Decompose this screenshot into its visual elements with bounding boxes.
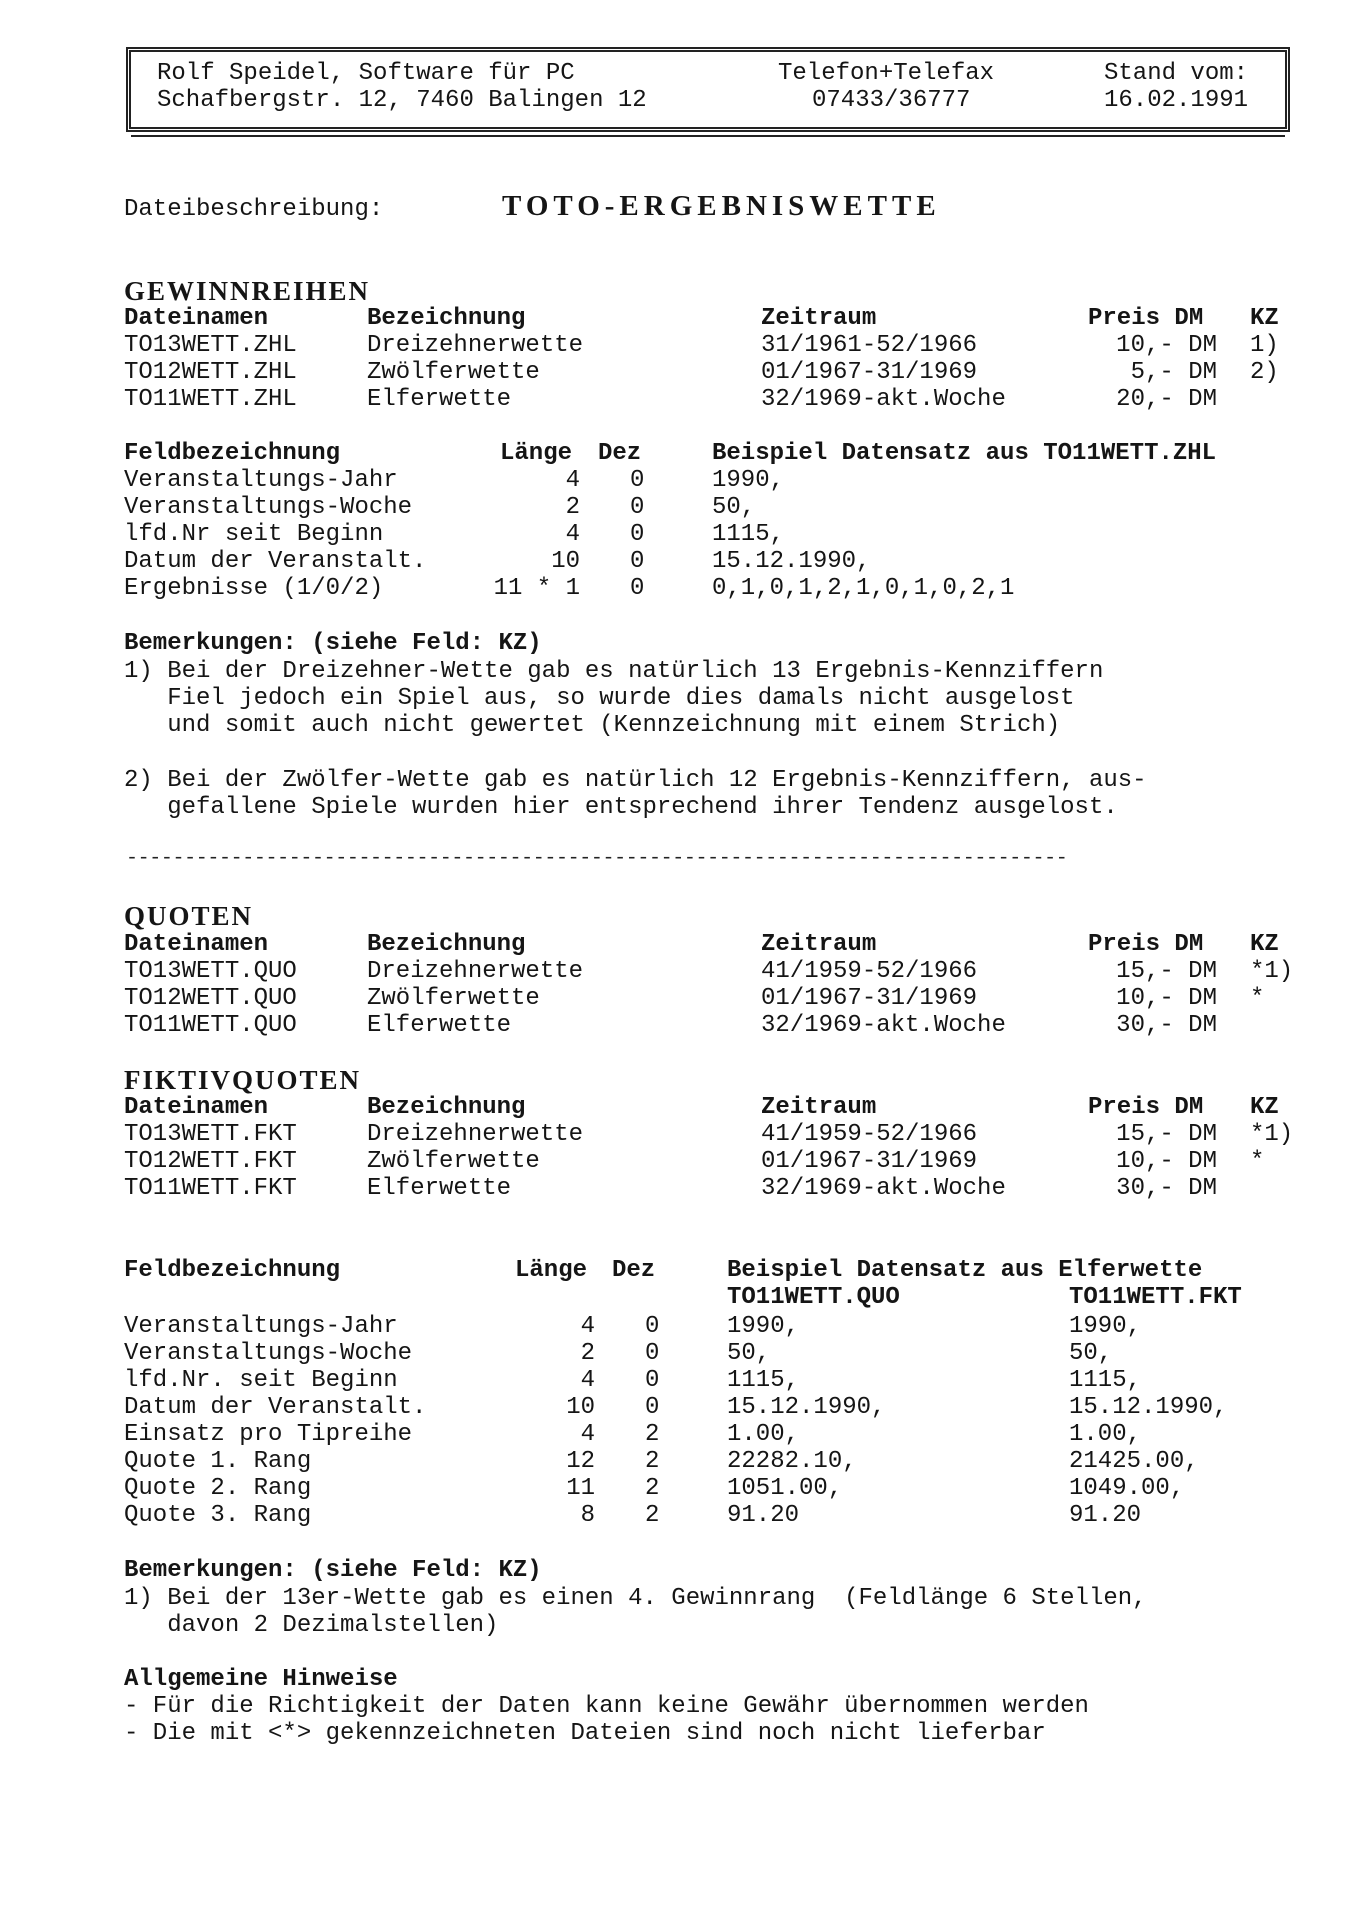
table-cell: Veranstaltungs-Jahr: [124, 467, 398, 494]
section-title-fiktivquoten: FIKTIVQUOTEN: [124, 1065, 362, 1095]
table-cell: 01/1967-31/1969: [761, 1148, 978, 1175]
col-subheader: TO11WETT.FKT: [1069, 1284, 1242, 1311]
table-cell: 2: [580, 1340, 595, 1367]
col-header: Bezeichnung: [367, 931, 526, 958]
table-cell: 50,: [1069, 1340, 1113, 1367]
table-cell: 15.12.1990,: [1069, 1394, 1228, 1421]
table-cell: 41/1959-52/1966: [761, 958, 978, 985]
table-cell: 5,- DM: [1130, 359, 1217, 386]
col-header: Dez: [598, 440, 642, 467]
table-cell: 2): [1250, 359, 1279, 386]
col-header: Dateinamen: [124, 305, 269, 332]
table-cell: lfd.Nr seit Beginn: [124, 521, 384, 548]
table-cell: 1051.00,: [727, 1475, 843, 1502]
table-cell: 15,- DM: [1116, 1121, 1217, 1148]
col-header: Beispiel Datensatz aus Elferwette: [727, 1257, 1203, 1284]
remarks-title: Bemerkungen: (siehe Feld: KZ): [124, 630, 542, 657]
table-cell: 1115,: [712, 521, 785, 548]
table-cell: TO12WETT.QUO: [124, 985, 297, 1012]
company-name: Rolf Speidel, Software für PC: [157, 60, 575, 87]
date-label: Stand vom:: [1104, 60, 1249, 87]
col-header: Preis DM: [1088, 931, 1204, 958]
table-cell: 8: [580, 1502, 595, 1529]
table-cell: 31/1961-52/1966: [761, 332, 978, 359]
table-cell: Veranstaltungs-Woche: [124, 1340, 413, 1367]
col-header: Beispiel Datensatz aus TO11WETT.ZHL: [712, 440, 1217, 467]
date-value: 16.02.1991: [1104, 87, 1249, 114]
col-header: KZ: [1250, 305, 1279, 332]
table-cell: TO13WETT.FKT: [124, 1121, 297, 1148]
table-cell: 1115,: [1069, 1367, 1142, 1394]
table-cell: 22282.10,: [727, 1448, 857, 1475]
table-cell: 20,- DM: [1116, 386, 1217, 413]
col-header: Feldbezeichnung: [124, 440, 341, 467]
table-cell: Dreizehnerwette: [367, 958, 584, 985]
col-header: KZ: [1250, 931, 1279, 958]
table-cell: 01/1967-31/1969: [761, 359, 978, 386]
table-cell: 15.12.1990,: [727, 1394, 886, 1421]
phone-number: 07433/36777: [812, 87, 971, 114]
table-cell: 4: [580, 1313, 595, 1340]
table-cell: 41/1959-52/1966: [761, 1121, 978, 1148]
table-cell: TO13WETT.QUO: [124, 958, 297, 985]
table-cell: 15,- DM: [1116, 958, 1217, 985]
table-cell: 4: [565, 521, 580, 548]
table-cell: 10: [551, 548, 580, 575]
remark-line: 1) Bei der Dreizehner-Wette gab es natürlich 13 Ergebnis-Kennziffern: [124, 658, 1104, 685]
col-header: Zeitraum: [761, 1094, 877, 1121]
table-cell: TO11WETT.QUO: [124, 1012, 297, 1039]
table-cell: 1990,: [727, 1313, 800, 1340]
col-header: Länge: [500, 440, 573, 467]
col-header: Bezeichnung: [367, 305, 526, 332]
table-cell: 91.20: [727, 1502, 800, 1529]
table-cell: Zwölferwette: [367, 1148, 540, 1175]
table-cell: 10,- DM: [1116, 332, 1217, 359]
table-cell: 30,- DM: [1116, 1175, 1217, 1202]
col-header: Dateinamen: [124, 931, 269, 958]
col-header: Dez: [612, 1257, 656, 1284]
table-cell: 2: [645, 1502, 660, 1529]
table-cell: 1049.00,: [1069, 1475, 1185, 1502]
col-header: Preis DM: [1088, 305, 1204, 332]
table-cell: 1115,: [727, 1367, 800, 1394]
table-cell: 0: [630, 521, 645, 548]
table-cell: 12: [566, 1448, 595, 1475]
table-cell: Datum der Veranstalt.: [124, 1394, 427, 1421]
col-header: Länge: [515, 1257, 588, 1284]
table-cell: 01/1967-31/1969: [761, 985, 978, 1012]
table-cell: 0: [630, 548, 645, 575]
table-cell: 21425.00,: [1069, 1448, 1199, 1475]
table-cell: 11 * 1: [493, 575, 580, 602]
table-cell: Dreizehnerwette: [367, 1121, 584, 1148]
section-title-gewinnreihen: GEWINNREIHEN: [124, 276, 371, 306]
table-cell: Quote 3. Rang: [124, 1502, 312, 1529]
table-cell: *1): [1250, 1121, 1294, 1148]
table-cell: 0: [645, 1340, 660, 1367]
table-cell: 4: [580, 1367, 595, 1394]
doc-label: Dateibeschreibung:: [124, 196, 384, 223]
table-cell: 0: [645, 1367, 660, 1394]
table-cell: TO12WETT.ZHL: [124, 359, 297, 386]
table-cell: 1.00,: [1069, 1421, 1142, 1448]
col-header: Dateinamen: [124, 1094, 269, 1121]
table-cell: 10,- DM: [1116, 1148, 1217, 1175]
company-address: Schafbergstr. 12, 7460 Balingen 12: [157, 87, 647, 114]
general-note-line: - Für die Richtigkeit der Daten kann keine Gewähr übernommen werden: [124, 1693, 1089, 1720]
table-cell: 10: [566, 1394, 595, 1421]
table-cell: 0: [630, 494, 645, 521]
table-cell: Zwölferwette: [367, 985, 540, 1012]
table-cell: 0: [630, 575, 645, 602]
table-cell: 30,- DM: [1116, 1012, 1217, 1039]
table-cell: 0: [645, 1394, 660, 1421]
table-cell: TO11WETT.ZHL: [124, 386, 297, 413]
table-cell: 2: [645, 1421, 660, 1448]
table-cell: Elferwette: [367, 386, 512, 413]
table-cell: 0,1,0,1,2,1,0,1,0,2,1: [712, 575, 1015, 602]
table-cell: 2: [645, 1475, 660, 1502]
col-header: Feldbezeichnung: [124, 1257, 341, 1284]
table-cell: 91.20: [1069, 1502, 1142, 1529]
table-cell: Dreizehnerwette: [367, 332, 584, 359]
remark-line: und somit auch nicht gewertet (Kennzeichnung mit einem Strich): [124, 712, 1061, 739]
remarks-title: Bemerkungen: (siehe Feld: KZ): [124, 1557, 542, 1584]
table-cell: Einsatz pro Tipreihe: [124, 1421, 413, 1448]
remark-line: davon 2 Dezimalstellen): [124, 1612, 499, 1639]
section-title-quoten: QUOTEN: [124, 901, 254, 931]
remark-line: gefallene Spiele wurden hier entsprechend ihrer Tendenz ausgelost.: [124, 794, 1118, 821]
table-cell: TO13WETT.ZHL: [124, 332, 297, 359]
remark-line: Fiel jedoch ein Spiel aus, so wurde dies damals nicht ausgelost: [124, 685, 1075, 712]
table-cell: 2: [565, 494, 580, 521]
table-cell: 1990,: [1069, 1313, 1142, 1340]
table-cell: Veranstaltungs-Jahr: [124, 1313, 398, 1340]
table-cell: *: [1250, 1148, 1265, 1175]
general-notes-title: Allgemeine Hinweise: [124, 1666, 398, 1693]
table-cell: 0: [645, 1313, 660, 1340]
table-cell: 10,- DM: [1116, 985, 1217, 1012]
table-cell: 2: [645, 1448, 660, 1475]
col-header: Zeitraum: [761, 931, 877, 958]
col-header: Bezeichnung: [367, 1094, 526, 1121]
table-cell: 50,: [712, 494, 756, 521]
table-cell: 1): [1250, 332, 1279, 359]
table-cell: Ergebnisse (1/0/2): [124, 575, 384, 602]
table-cell: 32/1969-akt.Woche: [761, 1012, 1006, 1039]
table-cell: 32/1969-akt.Woche: [761, 1175, 1006, 1202]
remark-line: 2) Bei der Zwölfer-Wette gab es natürlich 12 Ergebnis-Kennziffern, aus-: [124, 767, 1147, 794]
table-cell: Quote 2. Rang: [124, 1475, 312, 1502]
table-cell: *: [1250, 985, 1265, 1012]
table-cell: 32/1969-akt.Woche: [761, 386, 1006, 413]
phone-label: Telefon+Telefax: [778, 60, 995, 87]
general-note-line: - Die mit <*> gekennzeichneten Dateien sind noch nicht lieferbar: [124, 1720, 1046, 1747]
table-cell: 0: [630, 467, 645, 494]
table-cell: Zwölferwette: [367, 359, 540, 386]
table-cell: 11: [566, 1475, 595, 1502]
col-header: KZ: [1250, 1094, 1279, 1121]
dashed-separator: ---------------------------------------------------------------------------------: [126, 847, 1068, 870]
table-cell: Datum der Veranstalt.: [124, 548, 427, 575]
table-cell: TO12WETT.FKT: [124, 1148, 297, 1175]
table-cell: Elferwette: [367, 1175, 512, 1202]
table-cell: Elferwette: [367, 1012, 512, 1039]
table-cell: 15.12.1990,: [712, 548, 871, 575]
table-cell: Quote 1. Rang: [124, 1448, 312, 1475]
table-cell: 4: [565, 467, 580, 494]
col-subheader: TO11WETT.QUO: [727, 1284, 900, 1311]
col-header: Zeitraum: [761, 305, 877, 332]
table-cell: Veranstaltungs-Woche: [124, 494, 413, 521]
table-cell: *1): [1250, 958, 1294, 985]
doc-title: TOTO-ERGEBNISWETTE: [502, 190, 941, 222]
table-cell: 1990,: [712, 467, 785, 494]
table-cell: 50,: [727, 1340, 771, 1367]
table-cell: 4: [580, 1421, 595, 1448]
remark-line: 1) Bei der 13er-Wette gab es einen 4. Gewinnrang (Feldlänge 6 Stellen,: [124, 1585, 1147, 1612]
table-cell: lfd.Nr. seit Beginn: [124, 1367, 398, 1394]
table-cell: TO11WETT.FKT: [124, 1175, 297, 1202]
col-header: Preis DM: [1088, 1094, 1204, 1121]
table-cell: 1.00,: [727, 1421, 800, 1448]
